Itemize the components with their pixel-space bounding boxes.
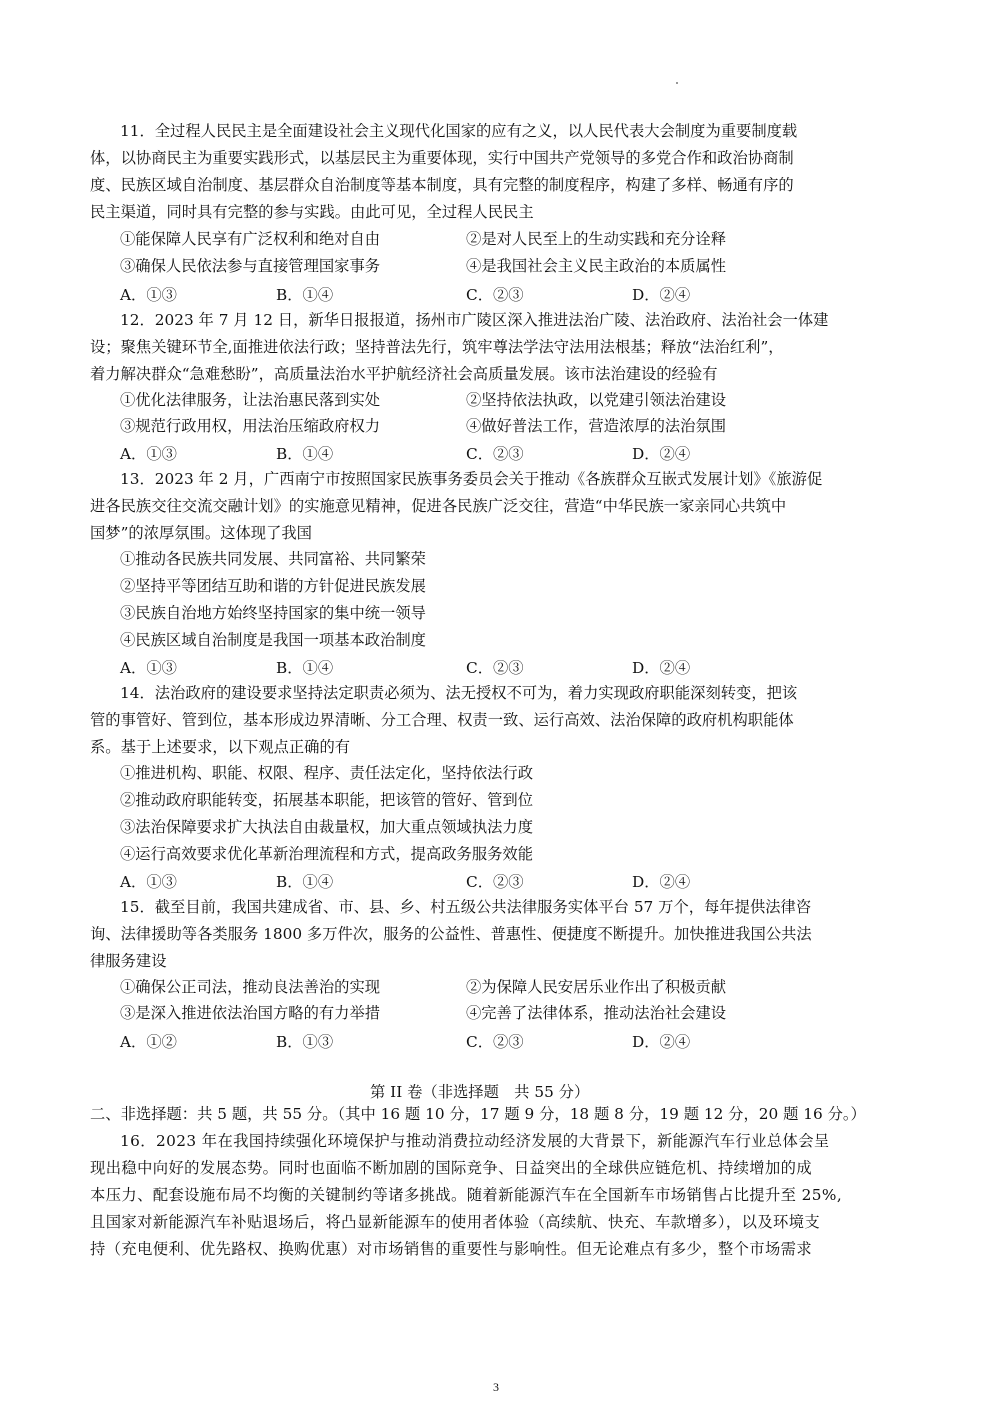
q13-option-3: ③民族自治地方始终坚持国家的集中统一领导 (120, 604, 426, 622)
q13-line-1: 13．2023 年 2 月，广西南宁市按照国家民族事务委员会关于推动《各族群众互嵌式发展计划》《旅游促 (120, 470, 823, 488)
q14-option-4: ④运行高效要求优化革新治理流程和方式，提高政务服务效能 (120, 845, 534, 863)
q16-line-2: 现出稳中向好的发展态势。同时也面临不断加剧的国际竞争、日益突出的全球供应链危机、持续增加的成 (90, 1159, 813, 1177)
q12-option-4: ④做好普法工作，营造浓厚的法治氛围 (466, 417, 727, 435)
q15-option-3: ③是深入推进依法治国方略的有力举措 (120, 1004, 381, 1022)
q12-line-3: 着力解决群众“急难愁盼”，高质量法治水平护航经济社会高质量发展。该市法治建设的经验有 (90, 365, 718, 383)
q15-choice-b[interactable]: B．①③ (276, 1033, 334, 1051)
q11-line-2: 体，以协商民主为重要实践形式，以基层民主为重要体现，实行中国共产党领导的多党合作和政治协商制 (90, 149, 794, 167)
q16-line-3: 本压力、配套设施布局不均衡的关键制约等诸多挑战。随着新能源汽车在全国新车市场销售占比提升至 25%, (90, 1186, 843, 1204)
q14-option-1: ①推进机构、职能、权限、程序、责任法定化，坚持依法行政 (120, 764, 534, 782)
q11-choice-c[interactable]: C．②③ (466, 286, 524, 304)
q11-choice-a[interactable]: A．①③ (120, 286, 177, 304)
q13-choice-a[interactable]: A．①③ (120, 659, 177, 677)
q14-option-3: ③法治保障要求扩大执法自由裁量权，加大重点领域执法力度 (120, 818, 534, 836)
q13-option-1: ①推动各民族共同发展、共同富裕、共同繁荣 (120, 550, 426, 568)
q14-choice-b[interactable]: B．①④ (276, 873, 334, 891)
q15-option-2: ②为保障人民安居乐业作出了积极贡献 (466, 978, 727, 996)
q15-line-2: 询、法律援助等各类服务 1800 多万件次，服务的公益性、普惠性、便捷度不断提升。加快推进我国公共法 (90, 925, 812, 943)
q11-choice-b[interactable]: B．①④ (276, 286, 334, 304)
q13-choice-d[interactable]: D．②④ (632, 659, 691, 677)
q12-choice-d[interactable]: D．②④ (632, 445, 691, 463)
q11-choice-d[interactable]: D．②④ (632, 286, 691, 304)
q14-line-2: 管的事管好、管到位，基本形成边界清晰、分工合理、权责一致、运行高效、法治保障的政府机构职能体 (90, 711, 794, 729)
q12-choice-c[interactable]: C．②③ (466, 445, 524, 463)
q12-option-2: ②坚持依法执政，以党建引领法治建设 (466, 391, 727, 409)
q14-choice-c[interactable]: C．②③ (466, 873, 524, 891)
q15-line-3: 律服务建设 (90, 952, 167, 970)
q13-choice-b[interactable]: B．①④ (276, 659, 334, 677)
q12-line-1: 12．2023 年 7 月 12 日，新华日报报道，扬州市广陵区深入推进法治广陵、法治政府、法治社会一体建 (120, 311, 829, 329)
q11-line-3: 度、民族区域自治制度、基层群众自治制度等基本制度，具有完整的制度程序，构建了多样、畅通有序的 (90, 176, 794, 194)
q13-line-2: 进各民族交往交流交融计划》的实施意见精神，促进各民族广泛交往，营造“中华民族一家亲同心共筑中 (90, 497, 787, 515)
q11-option-3: ③确保人民依法参与直接管理国家事务 (120, 257, 381, 275)
q12-line-2: 设；聚焦关键环节全,面推进依法行政；坚持普法先行，筑牢尊法学法守法用法根基；释放“法治红利”， (90, 338, 784, 356)
q14-choice-a[interactable]: A．①③ (120, 873, 177, 891)
q15-choice-d[interactable]: D．②④ (632, 1033, 691, 1051)
q12-option-1: ①优化法律服务，让法治惠民落到实处 (120, 391, 381, 409)
q12-option-3: ③规范行政用权，用法治压缩政府权力 (120, 417, 381, 435)
q15-option-4: ④完善了法律体系，推动法治社会建设 (466, 1004, 727, 1022)
q16-line-4: 且国家对新能源汽车补贴退场后，将凸显新能源车的使用者体验（高续航、快充、车款增多），以及环境支 (90, 1213, 821, 1231)
q15-line-1: 15．截至目前，我国共建成省、市、县、乡、村五级公共法律服务实体平台 57 万个，每年提供法律咨 (120, 898, 812, 916)
q12-choice-a[interactable]: A．①③ (120, 445, 177, 463)
q11-line-4: 民主渠道，同时具有完整的参与实践。由此可见，全过程人民民主 (90, 203, 534, 221)
section-intro: 二、非选择题：共 5 题，共 55 分。（其中 16 题 10 分，17 题 9 分，18 题 8 分，19 题 12 分，20 题 16 分。） (90, 1105, 866, 1123)
q15-option-1: ①确保公正司法，推动良法善治的实现 (120, 978, 381, 996)
q11-option-4: ④是我国社会主义民主政治的本质属性 (466, 257, 727, 275)
q13-line-3: 国梦”的浓厚氛围。这体现了我国 (90, 524, 312, 542)
q12-choice-b[interactable]: B．①④ (276, 445, 334, 463)
q15-choice-c[interactable]: C．②③ (466, 1033, 524, 1051)
q13-option-2: ②坚持平等团结互助和谐的方针促进民族发展 (120, 577, 426, 595)
q14-line-1: 14．法治政府的建设要求坚持法定职责必须为、法无授权不可为，着力实现政府职能深刻转变，把该 (120, 684, 798, 702)
page-number: 3 (493, 1380, 499, 1394)
q11-option-2: ②是对人民至上的生动实践和充分诠释 (466, 230, 727, 248)
q16-line-5: 持（充电便利、优先路权、换购优惠）对市场销售的重要性与影响性。但无论难点有多少，整个市场需求 (90, 1240, 813, 1258)
q11-option-1: ①能保障人民享有广泛权利和绝对自由 (120, 230, 381, 248)
q13-choice-c[interactable]: C．②③ (466, 659, 524, 677)
q15-choice-a[interactable]: A．①② (120, 1033, 177, 1051)
q11-line-1: 11．全过程人民民主是全面建设社会主义现代化国家的应有之义，以人民代表大会制度为重要制度载 (120, 122, 798, 140)
q14-line-3: 系。基于上述要求，以下观点正确的有 (90, 738, 351, 756)
q14-option-2: ②推动政府职能转变，拓展基本职能，把该管的管好、管到位 (120, 791, 534, 809)
q16-line-1: 16．2023 年在我国持续强化环境保护与推动消费拉动经济发展的大背景下，新能源汽车行业总体会呈 (120, 1132, 830, 1150)
q14-choice-d[interactable]: D．②④ (632, 873, 691, 891)
section-title: 第 II 卷（非选择题 共 55 分） (370, 1083, 590, 1101)
scan-dot (676, 82, 678, 84)
q13-option-4: ④民族区域自治制度是我国一项基本政治制度 (120, 631, 426, 649)
